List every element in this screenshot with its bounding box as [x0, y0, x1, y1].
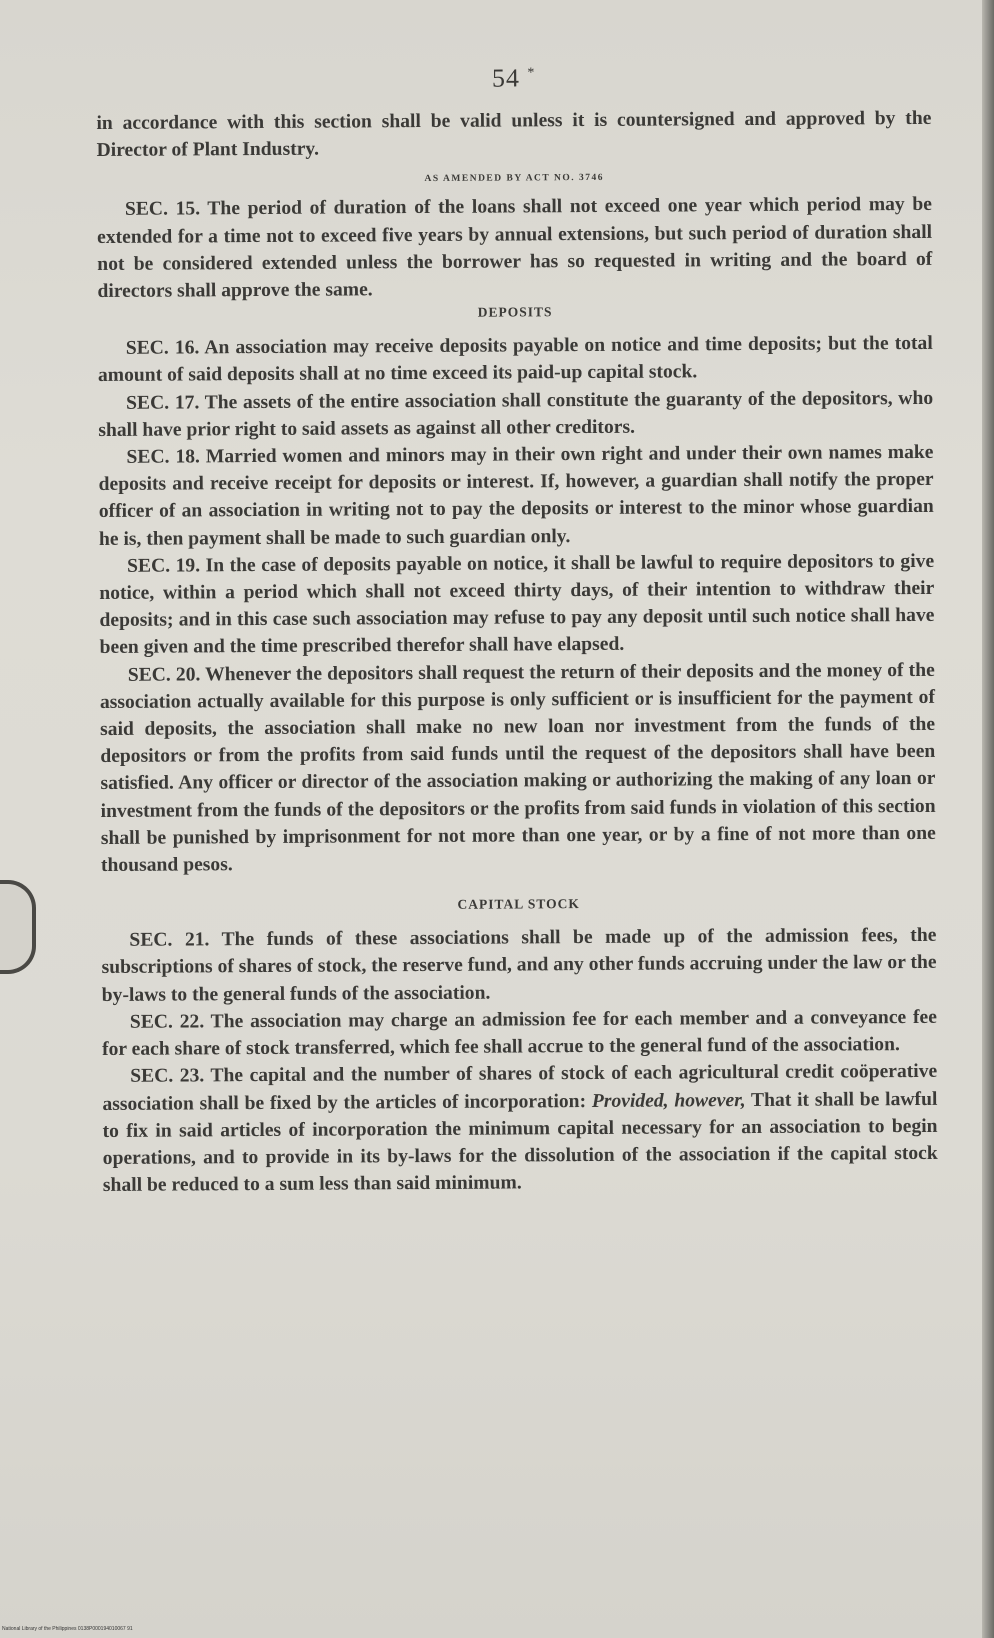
section-23-text-end: That it shall be lawful to fix in said articles of incorporation the minimum capital necessary for an association to begin operations, and to provide in its by-laws for the dissolution of the association if the capital stock shall be reduced to a sum less than said minimum. [102, 1088, 938, 1197]
section-23-proviso: Provided, however, [591, 1089, 746, 1112]
section-23-text-start: SEC. 23. The capital and the number of shares of stock of each agricultural credit coöperative association shall be fixed by the articles of incorporation: [102, 1061, 938, 1115]
section-21: SEC. 21. The funds of these associations shall be made up of the admission fees, the subscriptions of shares of stock, the reserve fund, and any other funds accruing under the law or the by-laws to the general funds of the association. [101, 925, 937, 1006]
footer-catalog-note: National Library of the Philippines 0138P000194010067 91 [2, 1626, 133, 1632]
section-15: SEC. 15. The period of duration of the loans shall not exceed one year which period may be extended for a time not to exceed five years by annual extensions, but such period of duration shall not be considered extended unless the borrower has so requested in writing and the board of directors shall approve the same. [97, 194, 933, 303]
section-16: SEC. 16. An association may receive deposits payable on notice and time deposits; but the total amount of said deposits shall at no time exceed its paid-up capital stock. [97, 333, 933, 387]
amended-note: AS AMENDED BY ACT NO. 3746 [424, 173, 604, 185]
section-23 [102, 1058, 938, 1199]
section-20: SEC. 20. Whenever the depositors shall request the return of their deposits and the money of the association actually available for this purpose is only sufficient or is insufficient for the payment of said deposits, the association shall make no new loan nor investment from the funds of the depositors or from the profits from said funds until the request of the depositors shall have been satisfied. Any officer or director of the association making or authorizing the making of any loan or investment from the funds of the depositors or the profits from said funds in violation of this section shall be punished by imprisonment for not more than one year, or by a fine of not more than one thousand pesos. [99, 659, 936, 877]
section-22: SEC. 22. The association may charge an admission fee for each member and a conveyance fee for each share of stock transferred, which fee shall accrue to the general fund of the association. [102, 1006, 937, 1061]
opening-paragraph: in accordance with this section shall be valid unless it is countersigned and approved by the Director of Plant Industry. [96, 107, 932, 162]
page-number [96, 61, 931, 96]
page-content [96, 51, 938, 1199]
page-edge-shadow [982, 0, 994, 1638]
capital-stock-heading: CAPITAL STOCK [457, 896, 580, 913]
section-19: SEC. 19. In the case of deposits payable on notice, it shall be lawful to require depositors to give notice, within a period which shall not exceed thirty days, of their intention to withdraw their deposits; and in this case such association may refuse to pay any deposit until such notice shall have been given and the time prescribed therefor shall have elapsed. [99, 550, 935, 659]
section-17: SEC. 17. The assets of the entire association shall constitute the guaranty of the depositors, who shall have prior right to said assets as against all other creditors. [98, 387, 934, 441]
deposits-heading: DEPOSITS [477, 304, 553, 320]
section-18: SEC. 18. Married women and minors may in their own right and under their own names make deposits and receive receipt for deposits or interest. If, however, a guardian shall notify the proper officer of an association in writing not to pay the deposits or interest to the minor whose guardian he is, then payment shall be made to such guardian only. [98, 441, 934, 550]
page-number-value: 54 [491, 63, 520, 93]
page-number-mark: * [527, 65, 536, 81]
binding-tab [0, 880, 36, 974]
